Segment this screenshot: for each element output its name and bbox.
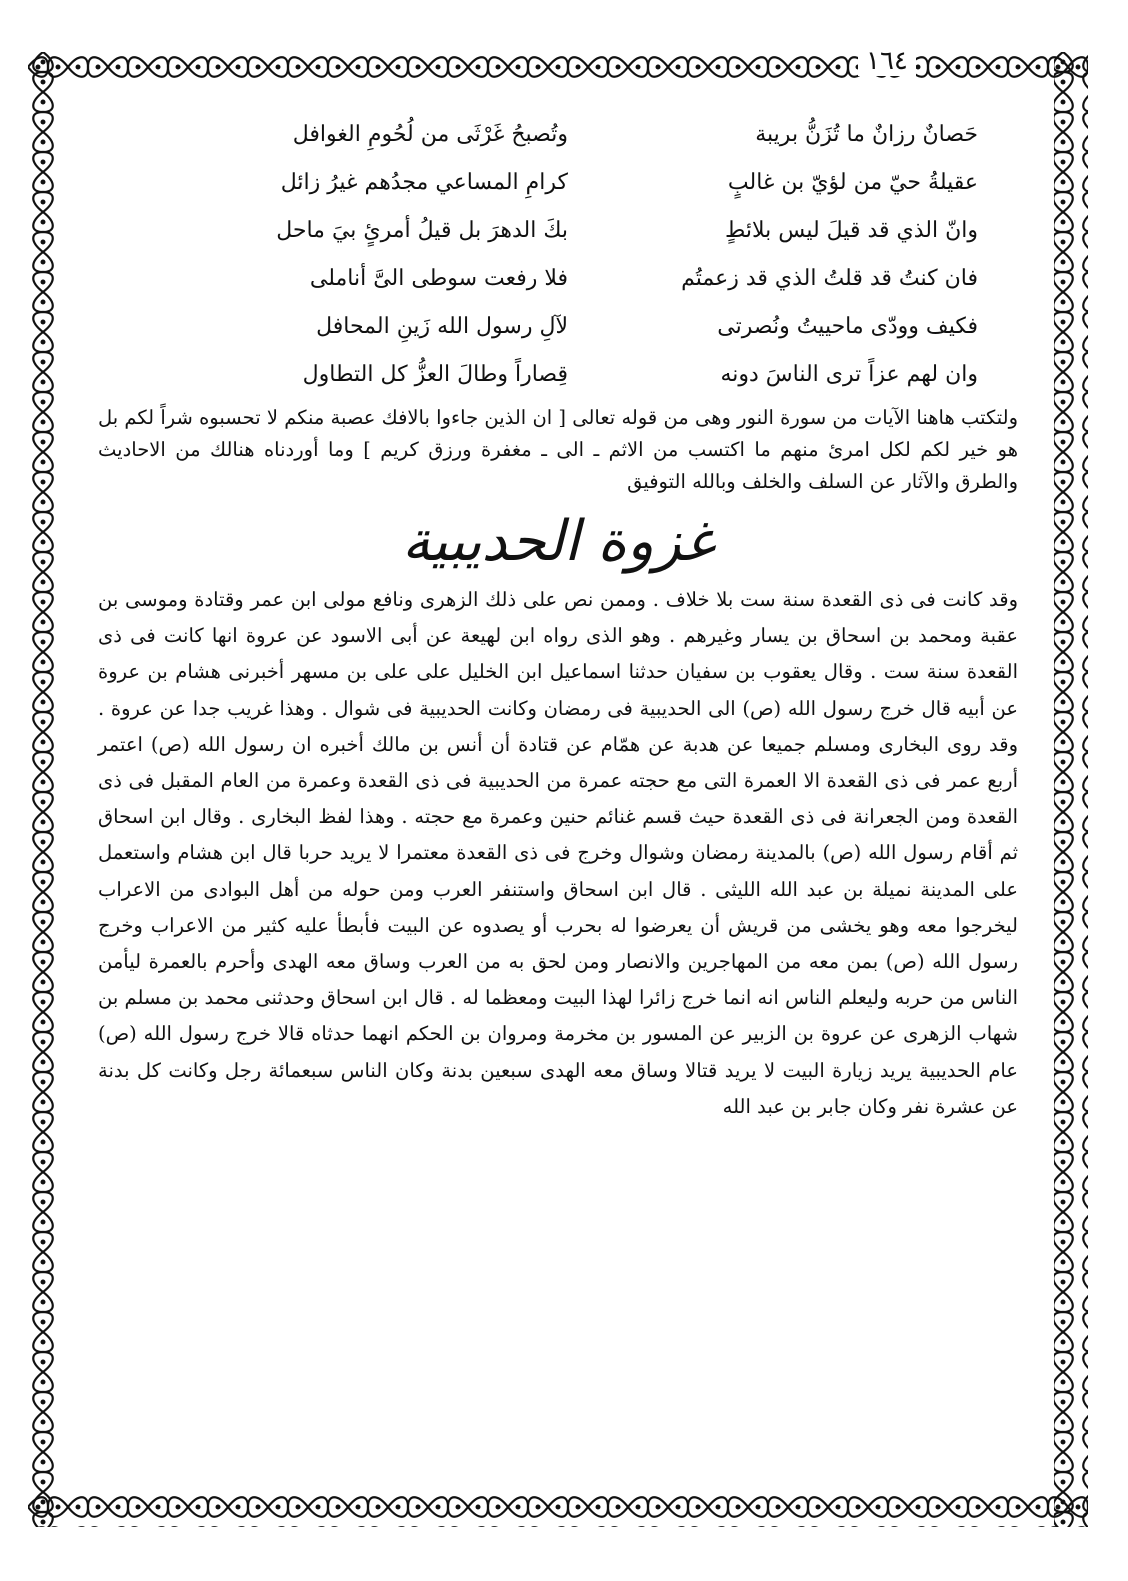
- page-number: ١٦٤: [858, 46, 916, 76]
- verse-hemistich-first: عقيلةُ حيّ من لؤيّ بن غالبٍ: [727, 170, 978, 195]
- poem-verse: [98, 122, 1018, 170]
- verse-hemistich-first: حَصانٌ رزانٌ ما تُزَنُّ بريبة: [755, 122, 978, 147]
- poem-verse: [98, 170, 1018, 218]
- verse-hemistich-second: كرامِ المساعي مجدُهم غيرُ زائل: [280, 170, 568, 195]
- verse-hemistich-first: وانّ الذي قد قيلَ ليس بلائطٍ: [725, 218, 978, 243]
- verse-hemistich-first: فان كنتُ قد قلتُ الذي قد زعمتُم: [681, 266, 978, 291]
- body-paragraph: وقد كانت فى ذى القعدة سنة ست بلا خلاف . وممن نص على ذلك الزهرى ونافع مولى ابن عمر وقتادة وموسى بن عقبة ومحمد بن اسحاق بن يسار وغيرهم . وهو الذى رواه ابن لهيعة عن أبى الاسود عن عروة انها كانت فى ذى القعدة سنة ست . وقال يعقوب بن سفيان حدثنا اسماعيل ابن الخليل على على بن مسهر أخبرنى هشام بن عروة عن أبيه قال خرج رسول الله (ص) الى الحديبية فى رمضان وكانت الحديبية فى شوال . وهذا غريب جدا عن عروة . وقد روى البخارى ومسلم جميعا عن هدبة عن همّام عن قتادة أن أنس بن مالك أخبره ان رسول الله (ص) اعتمر أربع عمر فى ذى القعدة الا العمرة التى مع حجته عمرة من الحديبية فى ذى القعدة وعمرة من العام المقبل فى ذى القعدة ومن الجعرانة فى ذى القعدة حيث قسم غنائم حنين وعمرة مع حجته . وهذا لفظ البخارى . وقال ابن اسحاق ثم أقام رسول الله (ص) بالمدينة رمضان وشوال وخرج فى ذى القعدة معتمرا لا يريد حربا قال ابن هشام واستعمل على المدينة نميلة بن عبد الله الليثى . قال ابن اسحاق واستنفر العرب ومن حوله من أهل البوادى من الاعراب ليخرجوا معه وهو يخشى من قريش أن يعرضوا له بحرب أو يصدوه عن البيت فأبطأ عليه كثير من الاعراب وخرج رسول الله (ص) بمن معه من المهاجرين والانصار ومن لحق به من العرب وساق معه الهدى وأحرم بالعمرة ليأمن الناس من حربه وليعلم الناس انه انما خرج زائرا لهذا البيت ومعظما له . قال ابن اسحاق وحدثنى محمد بن مسلم بن شهاب الزهرى عن عروة بن الزبير عن المسور بن مخرمة ومروان بن الحكم انهما حدثاه قالا خرج رسول الله (ص) عام الحديبية يريد زيارة البيت لا يريد قتالا وساق معه الهدى سبعين بدنة وكان الناس سبعمائة رجل وكانت كل بدنة عن عشرة نفر وكان جابر بن عبد الله: [98, 588, 1018, 1118]
- verse-hemistich-first: فكيف وودّى ماحييتُ ونُصرتى: [717, 314, 978, 339]
- page-frame: [28, 46, 1088, 1527]
- poem-verse: [98, 362, 1018, 410]
- verse-hemistich-second: وتُصبحُ غَرْثَى من لُحُومِ الغوافل: [292, 122, 568, 147]
- poem-verse: [98, 218, 1018, 266]
- poem-verse: [98, 314, 1018, 362]
- verse-hemistich-second: بكَ الدهرَ بل قيلُ أمرئٍ بيَ ماحل: [276, 218, 568, 243]
- poem: [98, 112, 1018, 402]
- section-title: غزوة الحديبية: [402, 509, 714, 574]
- verse-hemistich-second: قِصاراً وطالَ العزُّ كل التطاول: [302, 362, 568, 387]
- poem-verse: [98, 266, 1018, 314]
- verse-hemistich-first: وان لهم عزاً ترى الناسَ دونه: [720, 362, 978, 387]
- verse-hemistich-second: لآلِ رسول الله زَينِ المحافل: [316, 314, 568, 339]
- page-content: [98, 112, 1018, 1125]
- intro-paragraph: ولتكتب هاهنا الآيات من سورة النور وهى من قوله تعالى [ ان الذين جاءوا بالافك عصبة منكم لا تحسبوه شراً لكم بل هو خير لكم لكل امرئ منهم ما اكتسب من الاثم ـ الى ـ مغفرة ورزق كريم ] وما أوردناه هنالك من الاحاديث والطرق والآثار عن السلف والخلف وبالله التوفيق: [98, 406, 1018, 493]
- verse-hemistich-second: فلا رفعت سوطى الىَّ أناملى: [309, 266, 568, 291]
